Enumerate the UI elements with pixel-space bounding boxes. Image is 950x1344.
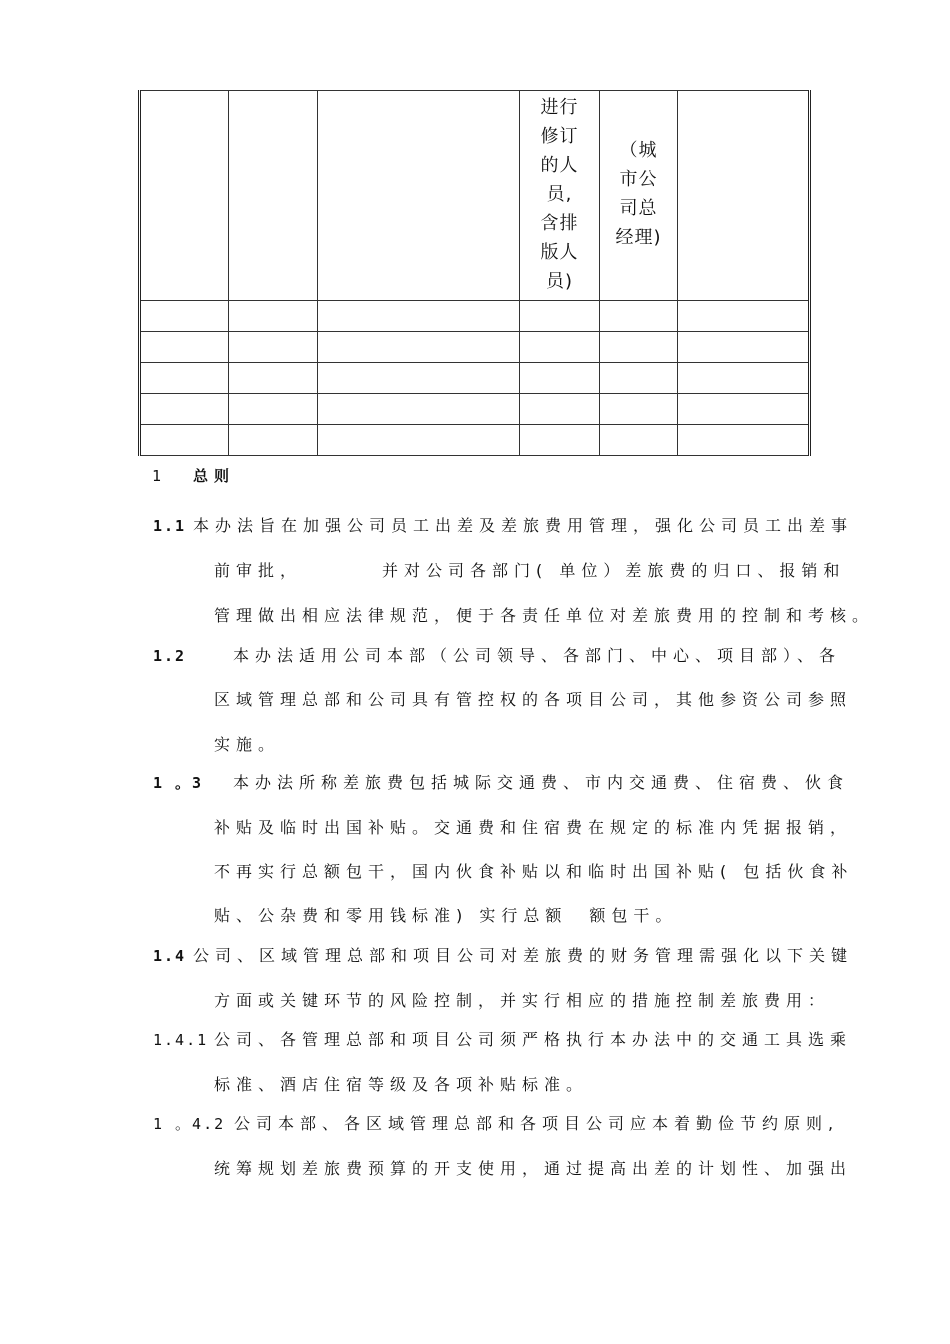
table-cell [318,91,520,301]
clause-line: 补贴及临时出国补贴。交通费和住宿费在规定的标准内凭据报销， [214,818,853,837]
clause-line: 统筹规划差旅费预算的开支使用，通过提高出差的计划性、加强出 [214,1159,853,1178]
approver-description: （城 市公 司总 经理) [615,140,662,248]
table-row [140,301,810,332]
clause-line: 公司、区域管理总部和项目公司对差旅费的财务管理需强化以下关键 [193,946,854,965]
editor-column-cell [520,91,600,301]
clause-line: 贴、公杂费和零用钱标准) 实行总额 额包干。 [214,906,678,925]
table-row [140,332,810,363]
table-header-row [140,91,810,301]
clause-line: 公司、各管理总部和项目公司须严格执行本办法中的交通工具选乘 [214,1030,853,1049]
table-row [140,363,810,394]
clause-number: 1 。4.2 [153,1115,226,1133]
clause-line: 区域管理总部和公司具有管控权的各项目公司，其他参资公司参照 [214,690,853,709]
clause-number: 1.2 [153,647,187,665]
clause-number: 1.4 [153,947,187,965]
clause-line: 前审批， 并对公司各部门( 单位）差旅费的归口、报销和 [214,561,846,580]
clause-line: 本办法旨在加强公司员工出差及差旅费用管理，强化公司员工出差事 [193,516,854,535]
revision-record-table [138,90,811,456]
editor-description: 进行 修订 的人 员, 含排 版人 员) [540,97,579,292]
table-row [140,425,810,456]
clause-line: 本办法所称差旅费包括城际交通费、市内交通费、住宿费、伙食 [233,773,850,792]
table-cell [140,91,229,301]
clause-line: 本办法适用公司本部（公司领导、各部门、中心、项目部）、各 [233,646,842,665]
table-cell [229,91,318,301]
section-number: 1 [152,467,164,485]
table-cell [678,91,810,301]
clause-line: 标准、酒店住宿等级及各项补贴标准。 [214,1075,589,1094]
table-row [140,394,810,425]
clause-line: 公司本部、各区域管理总部和各项目公司应本着勤俭节约原则, [234,1114,840,1133]
clause-line: 不再实行总额包干，国内伙食补贴以和临时出国补贴( 包括伙食补 [214,862,854,881]
clause-number: 1.4.1 [153,1031,209,1049]
clause-line: 实施。 [214,735,281,754]
clause-line: 方面或关键环节的风险控制，并实行相应的措施控制差旅费用： [214,991,831,1010]
clause-number: 1 。3 [153,774,204,792]
clause-line: 管理做出相应法律规范，便于各责任单位对差旅费用的控制和考核。 [214,606,875,625]
clause-number: 1.1 [153,517,187,535]
section-title: 总则 [193,467,236,485]
approver-column-cell [600,91,678,301]
